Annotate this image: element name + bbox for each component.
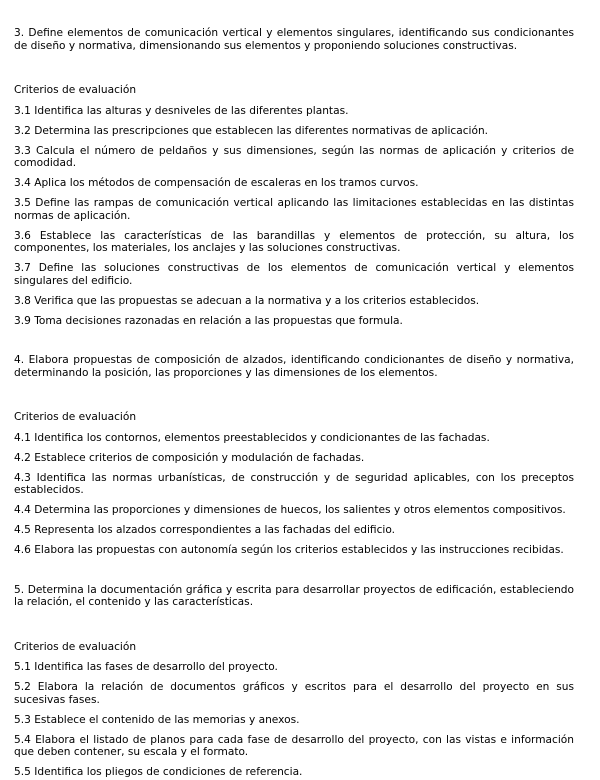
criterion-5-5: 5.5 Identifica los pliegos de condiciones de referencia. [14, 766, 303, 778]
criterion-3-3: 3.3 Calcula el número de peldaños y sus dimensiones, según las normas de aplicación y criterios de comodidad. [14, 144, 574, 169]
criterion-5-4: 5.4 Elabora el listado de planos para cada fase de desarrollo del proyecto, con las vistas e información que deben contener, su escala y el formato. [14, 733, 574, 758]
criterion-3-7: 3.7 Define las soluciones constructivas de los elementos de comunicación vertical y elementos singulares del edificio. [14, 262, 574, 287]
criterion-3-5: 3.5 Define las rampas de comunicación vertical aplicando las limitaciones establecidas en las distintas normas de aplicación. [14, 197, 574, 222]
section-ra4 [14, 354, 574, 557]
criterion-3-2: 3.2 Determina las prescripciones que establecen las diferentes normativas de aplicación. [14, 124, 489, 137]
criterion-3-4: 3.4 Aplica los métodos de compensación de escaleras en los tramos curvos. [14, 177, 419, 189]
criterion-3-6: 3.6 Establece las características de las barandillas y elementos de protección, su altura, los componentes, los materiales, los anclajes y las soluciones constructivas. [14, 229, 574, 254]
criteria-title-4: Criterios de evaluación [14, 411, 137, 423]
section-ra3 [14, 27, 574, 327]
criterion-3-8: 3.8 Verifica que las propuestas se adecuan a la normativa y a los criterios establecidos. [14, 294, 480, 307]
section-ra5 [14, 584, 574, 779]
criteria-title-3: Criterios de evaluación [14, 84, 137, 96]
criterion-5-1: 5.1 Identifica las fases de desarrollo del proyecto. [14, 661, 278, 673]
learning-outcome-3: 3. Define elementos de comunicación vertical y elementos singulares, identificando sus condicionantes de diseño y normativa, dimensionando sus elementos y proponiendo soluciones constructivas. [14, 27, 574, 52]
criterion-4-5: 4.5 Representa los alzados correspondientes a las fachadas del edificio. [14, 524, 396, 536]
learning-outcome-5: 5. Determina la documentación gráfica y escrita para desarrollar proyectos de edificación, estableciendo la relación, el contenido y las características. [14, 583, 574, 608]
criteria-title-5: Criterios de evaluación [14, 640, 137, 653]
criterion-4-1: 4.1 Identifica los contornos, elementos preestablecidos y condicionantes de las fachadas. [14, 431, 490, 444]
criterion-4-3: 4.3 Identifica las normas urbanísticas, de construcción y de seguridad aplicables, con los preceptos establecidos. [14, 471, 574, 496]
criterion-5-2: 5.2 Elabora la relación de documentos gráficos y escritos para el desarrollo del proyecto en sus sucesivas fases. [14, 681, 574, 706]
criterion-3-1: 3.1 Identifica las alturas y desniveles de las diferentes plantas. [14, 104, 349, 117]
criterion-4-4: 4.4 Determina las proporciones y dimensiones de huecos, los salientes y otros elementos compositivos. [14, 504, 566, 516]
criterion-4-2: 4.2 Establece criterios de composición y modulación de fachadas. [14, 451, 365, 464]
criterion-4-6: 4.6 Elabora las propuestas con autonomía según los criterios establecidos y las instrucciones recibidas. [14, 544, 564, 556]
learning-outcome-4: 4. Elabora propuestas de composición de alzados, identificando condicionantes de diseño y normativa, determinando la posición, las proporciones y las dimensiones de los elementos. [14, 354, 574, 379]
criterion-3-9: 3.9 Toma decisiones razonadas en relación a las propuestas que formula. [14, 314, 403, 327]
criterion-5-3: 5.3 Establece el contenido de las memorias y anexos. [14, 713, 300, 726]
